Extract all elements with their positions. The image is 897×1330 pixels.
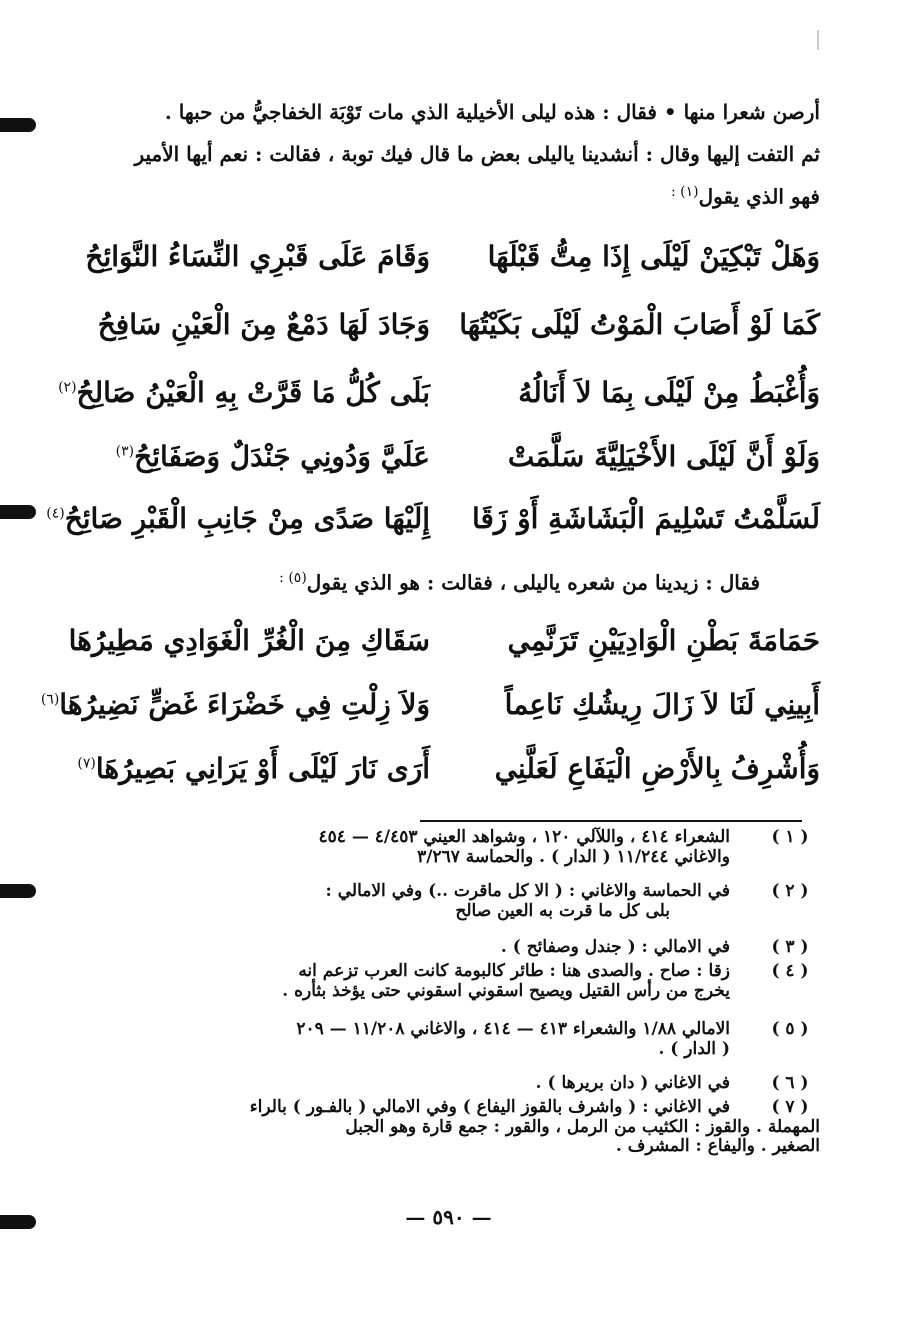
- edge-mark: [817, 30, 819, 50]
- footnote-line: في الاغاني : ( واشرف بالقوز اليفاع ) وفي الامالي ( بالفـور ) بالراء: [249, 1097, 730, 1117]
- footnote-quote: بلى كل ما قرت به العين صالح: [455, 900, 670, 921]
- footnote: [60, 828, 820, 867]
- first-hemistich: وَأُغْبَطُ مِنْ لَيْلَى بِمَا لاَ أَنَالُهُ: [518, 376, 820, 409]
- verse-line: [60, 624, 820, 684]
- first-hemistich: وَلَوْ أَنَّ لَيْلَى الأَخْيَلِيَّةَ سَلَّمَتْ: [507, 440, 820, 473]
- verse-line: [60, 440, 820, 500]
- second-hemistich: [46, 502, 430, 535]
- second-hemistich: [40, 688, 430, 721]
- prose-line: [60, 184, 820, 209]
- footnote-ref: (٥) :: [279, 570, 307, 586]
- verse-line: [60, 376, 820, 436]
- footnote-ref: (٣): [115, 443, 135, 460]
- hemistich-text: أَرَى نَارَ لَيْلَى أَوْ يَرَانِي بَصِيرُهَا: [95, 752, 430, 785]
- footnote-line: في الامالي : ( جندل وصفائح ) .: [500, 937, 730, 957]
- hemistich-text: عَلَيَّ وَدُونِي جَنْدَلٌ وَصَفَائِحُ: [134, 440, 430, 473]
- footnote-line: في الاغاني ( دان بريرها ) .: [535, 1073, 730, 1093]
- footnote-number: ( ١ ): [771, 827, 809, 847]
- prose-text: فهو الذي يقول: [698, 184, 820, 209]
- footnote: [60, 1098, 820, 1157]
- prose-line: أرصن شعرا منها • فقال : هذه ليلى الأخيلية الذي مات تَوْبَة الخفاجيُّ من حبها .: [164, 100, 820, 124]
- second-hemistich: [70, 240, 430, 273]
- binding-mark: [0, 505, 36, 519]
- footnote-number: ( ٢ ): [771, 881, 809, 901]
- second-hemistich: [58, 376, 430, 409]
- footnote: [60, 938, 820, 958]
- first-hemistich: حَمَامَةَ بَطْنِ الْوَادِيَيْنِ تَرَنَّمِي: [507, 624, 820, 657]
- binding-mark: [0, 118, 36, 132]
- verse-line: [46, 502, 820, 562]
- footnote-line: والاغاني ١١/٢٤٤ ( الدار ) . والحماسة ٣/٢٦٧: [417, 846, 730, 867]
- prose-text: فقال : زيدينا من شعره ياليلى ، فقالت : هو الذي يقول: [306, 570, 760, 595]
- prose-line: [60, 570, 760, 595]
- hemistich-text: وَجَادَ لَهَا دَمْعٌ مِنَ الْعَيْنِ سَافِحُ: [97, 308, 430, 341]
- footnote-number: ( ٦ ): [771, 1073, 809, 1093]
- first-hemistich: لَسَلَّمْتُ تَسْلِيمَ الْبَشَاشَةِ أَوْ زَقَا: [471, 502, 820, 535]
- footnote-ref: (١) :: [670, 184, 699, 200]
- first-hemistich: أَبِينِي لَنَا لاَ زَالَ رِيشُكِ نَاعِماً: [504, 688, 820, 721]
- footnote-ref: (٧): [77, 755, 96, 772]
- footnote-line: المهملة . والقوز : الكثيب من الرمل ، والقور : جمع قارة وهو الجبل: [345, 1116, 820, 1137]
- hemistich-text: بَلَى كُلُّ مَا قَرَّتْ بِهِ الْعَيْنُ صَالِحُ: [76, 376, 430, 409]
- footnote: [60, 962, 820, 1001]
- second-hemistich: [70, 440, 430, 473]
- second-hemistich: [70, 752, 430, 785]
- verse-line: [40, 688, 820, 748]
- footnote-line: زقا : صاح . والصدى هنا : طائر كالبومة كانت العرب تزعم انه: [298, 961, 730, 981]
- footnote-number: ( ٤ ): [771, 961, 809, 981]
- verse-line: [60, 308, 820, 368]
- footnote-line: الامالي ١/٨٨ والشعراء ٤١٣ — ٤١٤ ، والاغاني ١١/٢٠٨ — ٢٠٩: [296, 1019, 730, 1039]
- footnote-ref: (٢): [58, 379, 77, 396]
- hemistich-text: سَقَاكِ مِنَ الْغُرِّ الْغَوَادِي مَطِيرُهَا: [68, 624, 430, 657]
- first-hemistich: وَهَلْ تَبْكِيَنْ لَيْلَى إِذَا مِتُّ قَبْلَهَا: [487, 240, 820, 273]
- footnote-line: الشعراء ٤١٤ ، واللآلي ١٢٠ ، وشواهد العيني ٤/٤٥٣ — ٤٥٤: [318, 827, 730, 847]
- hemistich-text: إِلَيْهَا صَدًى مِنْ جَانِبِ الْقَبْرِ صَائِحُ: [64, 502, 430, 535]
- prose-line: ثم التفت إليها وقال : أنشدينا ياليلى بعض ما قال فيك توبة ، فقالت : نعم أيها الأمير: [134, 142, 820, 166]
- footnote-number: ( ٧ ): [771, 1097, 809, 1117]
- verse-line: [60, 752, 820, 812]
- binding-mark: [0, 884, 36, 898]
- hemistich-text: وَقَامَ عَلَى قَبْرِي النِّسَاءُ النَّوَائِحُ: [85, 240, 430, 273]
- footnote-line: في الحماسة والاغاني : ( الا كل ماقرت ..) وفي الامالي :: [325, 881, 730, 901]
- page-number: — ٥٩٠ —: [405, 1205, 492, 1229]
- footnote-ref: (٦): [40, 691, 60, 708]
- footnote-line: يخرج من رأس القتيل ويصيح اسقوني اسقوني حتى يؤخذ بثأره .: [282, 980, 730, 1001]
- footnote-number: ( ٥ ): [771, 1019, 809, 1039]
- second-hemistich: [70, 308, 430, 341]
- footnote-ref: (٤): [46, 505, 65, 522]
- footnote-divider: [420, 820, 802, 822]
- footnote-line: الصغير . واليفاع : المشرف .: [615, 1136, 820, 1157]
- footnote: [60, 882, 820, 921]
- footnote-line: ( الدار ) .: [658, 1038, 730, 1059]
- first-hemistich: كَمَا لَوْ أَصَابَ الْمَوْتُ لَيْلَى بَكَيْتُهَا: [459, 308, 820, 341]
- footnote: [60, 1020, 820, 1059]
- first-hemistich: وَأُشْرِفُ بِالأَرْضِ الْيَفَاعِ لَعَلَّنِي: [494, 752, 820, 785]
- footnote: [60, 1074, 820, 1094]
- footnote-number: ( ٣ ): [771, 937, 809, 957]
- hemistich-text: وَلاَ زِلْتِ فِي خَضْرَاءَ غَضٍّ نَضِيرُهَا: [59, 688, 430, 721]
- verse-line: [60, 240, 820, 300]
- second-hemistich: [70, 624, 430, 657]
